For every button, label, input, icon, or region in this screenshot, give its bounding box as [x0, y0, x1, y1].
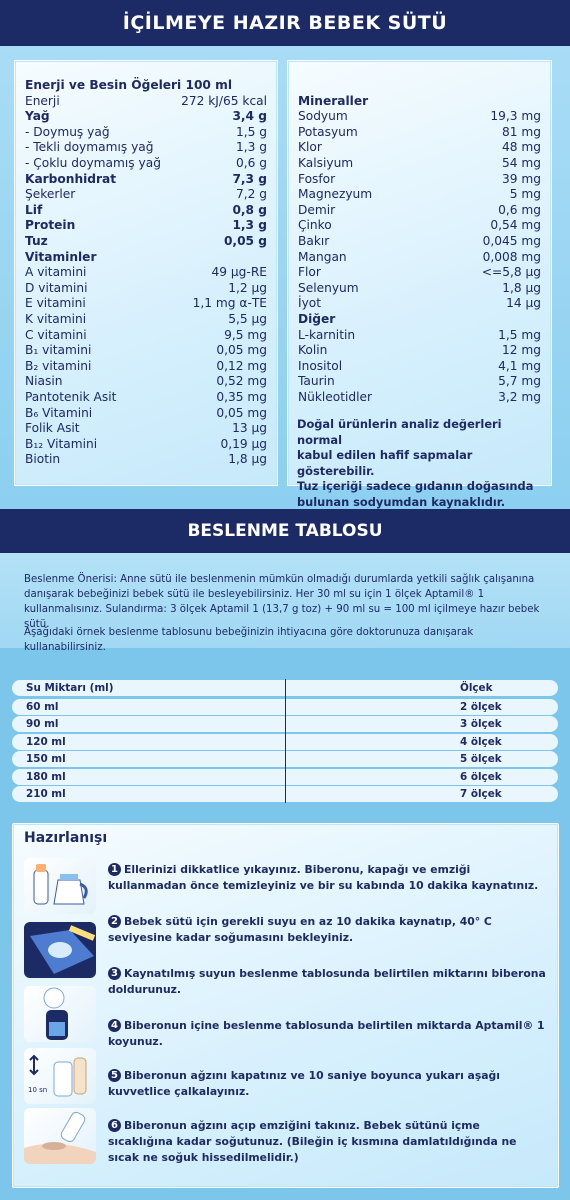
nutrient-name: Kalsiyum	[298, 155, 354, 170]
nutrient-row	[25, 94, 267, 110]
nutrient-value: 0,05 mg	[216, 405, 267, 420]
nutrient-value: 1,5 mg	[498, 327, 541, 342]
advice-line: danışarak bebeğinizi bebek sütü ile besleyebilirsiniz. Her 30 ml su için 1 ölçek Aptamil® 1	[24, 589, 485, 600]
nutrient-row	[25, 140, 267, 156]
step-number: 5	[108, 1069, 121, 1082]
nutrient-name: Karbonhidrat	[25, 171, 117, 186]
nutrient-name: Enerji	[25, 93, 60, 108]
nutrient-name: Pantotenik Asit	[25, 390, 117, 404]
nutrient-name: Potasyum	[298, 124, 358, 139]
step-number: 4	[108, 1019, 121, 1032]
nutrient-value: 1,8 µg	[502, 280, 541, 295]
step-2	[108, 914, 548, 946]
nutrient-value: 0,6 g	[236, 156, 267, 170]
nutrient-row	[298, 172, 541, 188]
pot-water-icon	[24, 922, 96, 978]
nutrient-value: 0,35 mg	[216, 390, 267, 404]
nutrient-name: B₂ vitamini	[25, 358, 92, 373]
nutrient-row	[298, 250, 541, 266]
nutrient-row	[25, 187, 267, 203]
analysis-note	[297, 417, 547, 511]
step-text: Biberonun içine beslenme tablosunda belirtilen miktarda Aptamil® 1 koyunuz.	[108, 1019, 545, 1048]
nutrient-name: B₁ vitamini	[25, 343, 92, 358]
nutrient-value: 12 mg	[502, 343, 541, 358]
nutrient-value: 5,5 µg	[228, 312, 267, 326]
step-3	[108, 966, 548, 998]
nutrient-row	[25, 296, 267, 312]
note-line: bulunan sodyumdan kaynaklıdır.	[297, 494, 506, 509]
nutrient-name: Lif	[25, 202, 43, 217]
step-text: Biberonun ağzını kapatınız ve 10 saniye boyunca yukarı aşağı kuvvetlice çalkalayınız.	[108, 1069, 500, 1098]
nutrient-row	[298, 94, 541, 110]
nutrient-row	[25, 390, 267, 406]
nutrient-value: 0,008 mg	[482, 249, 541, 264]
nutrient-name: Vitaminler	[25, 249, 97, 264]
step-text: Ellerinizi dikkatlice yıkayınız. Biberonu, kapağı ve emziği kullanmadan önce temizleyiniz ve bir su kabında 10 dakika kaynatınız.	[108, 863, 539, 892]
nutrient-name: Tuz	[25, 234, 48, 248]
nutrient-value: 1,3 g	[236, 140, 267, 155]
nutrient-name: C vitamini	[25, 327, 87, 342]
nutrient-name: Mineraller	[298, 93, 369, 108]
feeding-table-intro: Aşağıdaki örnek beslenme tablosunu bebeğinizin ihtiyacına göre doktorunuza danışarak kullanabilirsiniz.	[24, 627, 474, 653]
step-number: 3	[108, 967, 121, 980]
step2-image	[24, 922, 96, 978]
nutrient-name: Şekerler	[25, 187, 76, 202]
nutrient-name: Demir	[298, 202, 336, 217]
step-text: Bebek sütü için gerekli suyu en az 10 dakika kaynatıp, 40° C seviyesine kadar soğumasını bekleyiniz.	[108, 915, 492, 944]
nutrient-value: 13 µg	[232, 421, 267, 436]
nutrient-row	[25, 265, 267, 281]
nutrient-value: 5 mg	[509, 187, 541, 202]
nutrient-row	[25, 374, 267, 390]
nutrient-row	[298, 343, 541, 359]
preparation-title: Hazırlanışı	[24, 830, 108, 846]
nutrient-row	[298, 374, 541, 390]
scoop-count: 4 ölçek	[460, 735, 502, 748]
nutrient-row	[25, 452, 267, 468]
nutrient-row	[298, 203, 541, 219]
nutrient-name: B₆ Vitamini	[25, 405, 93, 420]
water-amount: 60 ml	[26, 701, 59, 713]
note-line: kabul edilen hafif sapmalar gösterebilir.	[297, 448, 473, 478]
nutrient-name: Niasin	[25, 374, 63, 389]
nutrient-name: Çinko	[298, 218, 332, 233]
step3-image	[24, 986, 96, 1042]
nutrient-name: Sodyum	[298, 109, 348, 124]
nutrient-value: 39 mg	[502, 171, 541, 186]
nutrient-name: K vitamini	[25, 312, 87, 326]
nutrient-row	[25, 109, 267, 125]
scoop-count: 6 ölçek	[460, 770, 502, 783]
shake-duration-label: 10 sn	[28, 1086, 48, 1094]
nutrient-value: 0,12 mg	[216, 358, 267, 373]
nutrient-row	[25, 281, 267, 297]
scoop-count: 5 ölçek	[460, 753, 502, 766]
nutrient-value: 272 kJ/65 kcal	[181, 93, 267, 108]
nutrient-name: Flor	[298, 265, 321, 280]
nutrient-row	[298, 125, 541, 141]
step-number: 6	[108, 1119, 121, 1132]
nutrient-value: 5,7 mg	[498, 374, 541, 389]
nutrient-row	[25, 343, 267, 359]
nutrient-value: 0,52 mg	[216, 374, 267, 389]
nutrient-value: 1,2 µg	[228, 280, 267, 295]
nutrient-row	[25, 156, 267, 172]
nutrient-value: 1,1 mg α-TE	[192, 296, 267, 311]
nutrient-row	[298, 281, 541, 297]
step-number: 2	[108, 915, 121, 928]
nutrient-row	[25, 437, 267, 453]
nutrient-value: 0,8 g	[232, 202, 267, 217]
nutrient-value: 3,4 g	[232, 109, 267, 124]
step4-image	[24, 1048, 96, 1104]
water-amount: 150 ml	[26, 753, 66, 766]
nutrient-name: Selenyum	[298, 280, 359, 295]
nutrient-row	[25, 218, 267, 234]
note-line: Tuz içeriği sadece gıdanın doğasında	[297, 479, 534, 494]
nutrient-name: Taurin	[298, 374, 335, 389]
bottle-kettle-icon	[24, 858, 96, 914]
nutrient-name: - Çoklu doymamış yağ	[25, 156, 161, 170]
nutrient-value: 48 mg	[502, 140, 541, 155]
step-text: Biberonun ağzını açıp emziğini takınız. Bebek sütünü içme sıcaklığına kadar soğutunuz. (Bileğin iç kısmına damlatıldığında ne sıcak ne soğuk hissedilmelidir.)	[108, 1119, 517, 1164]
scoop-count: 3 ölçek	[460, 718, 502, 731]
nutrient-name: E vitamini	[25, 296, 86, 311]
nutrient-value: 4,1 mg	[498, 358, 541, 373]
nutrient-row	[25, 359, 267, 375]
column-header-scoop: Ölçek	[460, 682, 493, 694]
nutrient-value: 0,05 mg	[216, 343, 267, 358]
nutrient-name: Inositol	[298, 358, 343, 373]
nutrient-name: Protein	[25, 218, 76, 233]
nutrient-row	[298, 140, 541, 156]
step-number: 1	[108, 863, 121, 876]
nutrient-name: Yağ	[25, 109, 50, 124]
nutrient-row	[298, 390, 541, 406]
step1-image	[24, 858, 96, 914]
nutrient-row	[298, 218, 541, 234]
table-column-divider	[285, 679, 286, 803]
nutrient-value: 1,8 µg	[228, 452, 267, 467]
nutrient-name: A vitamini	[25, 265, 87, 280]
step5-image	[24, 1108, 96, 1164]
advice-line: Beslenme Önerisi: Anne sütü ile beslenmenin mümkün olmadığı durumlarda yetkili sağlık çalışanına	[24, 574, 535, 585]
nutrient-value: 19,3 mg	[490, 109, 541, 124]
nutrient-name: Kolin	[298, 343, 328, 358]
nutrient-value: 7,2 g	[236, 187, 267, 202]
scoop-count: 7 ölçek	[460, 788, 502, 800]
nutrition-panel-left	[14, 60, 278, 486]
nutrient-row	[25, 172, 267, 188]
step-6	[108, 1118, 548, 1166]
nutrient-row	[298, 187, 541, 203]
nutrient-name: Magnezyum	[298, 187, 373, 202]
nutrient-name: - Doymuş yağ	[25, 124, 110, 139]
nutrient-value: 1,3 g	[232, 218, 267, 233]
nutrient-row	[298, 296, 541, 312]
scoop-count: 2 ölçek	[460, 701, 502, 713]
nutrient-name: Klor	[298, 140, 322, 155]
nutrient-value: 3,2 mg	[498, 389, 541, 404]
nutrient-value: 81 mg	[502, 124, 541, 139]
nutrient-row	[298, 234, 541, 250]
nutrient-row	[25, 203, 267, 219]
column-header-water: Su Miktarı (ml)	[26, 682, 114, 694]
nutrient-value: 9,5 mg	[224, 327, 267, 342]
water-amount: 120 ml	[26, 735, 66, 748]
shake-bottle-icon	[24, 1048, 96, 1104]
nutrient-value: 0,6 mg	[498, 202, 541, 217]
wrist-test-icon	[24, 1108, 96, 1164]
step-4	[108, 1018, 548, 1050]
nutrient-value: 0,05 g	[223, 234, 267, 248]
nutrient-value: 54 mg	[502, 155, 541, 170]
nutrient-name: L-karnitin	[298, 327, 356, 342]
water-amount: 90 ml	[26, 718, 59, 731]
nutrient-row	[298, 312, 541, 328]
nutrient-row	[298, 359, 541, 375]
nutrient-value: 14 µg	[506, 296, 541, 311]
nutrient-name: Fosfor	[298, 171, 336, 186]
step-text: Kaynatılmış suyun beslenme tablosunda belirtilen miktarını biberona doldurunuz.	[108, 967, 546, 996]
nutrient-name: - Tekli doymamış yağ	[25, 140, 154, 155]
feeding-advice	[24, 572, 549, 632]
nutrient-value: 49 µg-RE	[211, 265, 267, 280]
pour-water-icon	[24, 986, 96, 1042]
feeding-title: BESLENME TABLOSU	[187, 521, 383, 541]
nutrient-name: Mangan	[298, 249, 347, 264]
step-1	[108, 862, 548, 894]
nutrient-row	[298, 265, 541, 281]
advice-line: kullanmalısınız. Sulandırma: 3 ölçek Aptamil 1 (13,7 g toz) + 90 ml su = 100 ml içilmeye hazır bebek sütü.	[24, 604, 540, 630]
page-title: İÇİLMEYE HAZIR BEBEK SÜTÜ	[122, 12, 448, 34]
feeding-header-band	[0, 509, 570, 553]
nutrient-row	[298, 156, 541, 172]
nutrient-row	[25, 421, 267, 437]
nutrition-heading: Enerji ve Besin Öğeleri 100 ml	[25, 78, 233, 92]
nutrient-name: B₁₂ Vitamini	[25, 436, 98, 451]
nutrient-name: Diğer	[298, 311, 336, 326]
nutrient-name: Folik Asit	[25, 421, 80, 436]
nutrient-row	[25, 328, 267, 344]
nutrient-name: Biotin	[25, 452, 61, 467]
nutrient-value: 0,19 µg	[220, 436, 267, 451]
nutrient-name: İyot	[298, 296, 322, 311]
nutrient-value: 0,54 mg	[490, 218, 541, 233]
water-amount: 180 ml	[26, 770, 66, 783]
nutrient-value: 0,045 mg	[482, 233, 541, 248]
nutrient-value: 1,5 g	[236, 124, 267, 139]
nutrient-row	[25, 234, 267, 250]
nutrient-value: <=5,8 µg	[481, 265, 541, 280]
nutrient-row	[25, 406, 267, 422]
step-5	[108, 1068, 548, 1100]
nutrient-row	[298, 328, 541, 344]
nutrient-row	[25, 312, 267, 328]
note-line: Doğal ürünlerin analiz değerleri normal	[297, 417, 502, 447]
nutrient-value: 7,3 g	[232, 171, 267, 186]
nutrient-name: Bakır	[298, 233, 330, 248]
nutrient-row	[25, 250, 267, 266]
nutrient-row	[298, 109, 541, 125]
top-header-band	[0, 0, 570, 46]
nutrient-name: Nükleotidler	[298, 389, 373, 404]
nutrition-panel-right	[287, 60, 552, 509]
water-amount: 210 ml	[26, 788, 66, 800]
nutrient-name: D vitamini	[25, 280, 88, 295]
nutrient-row	[25, 125, 267, 141]
